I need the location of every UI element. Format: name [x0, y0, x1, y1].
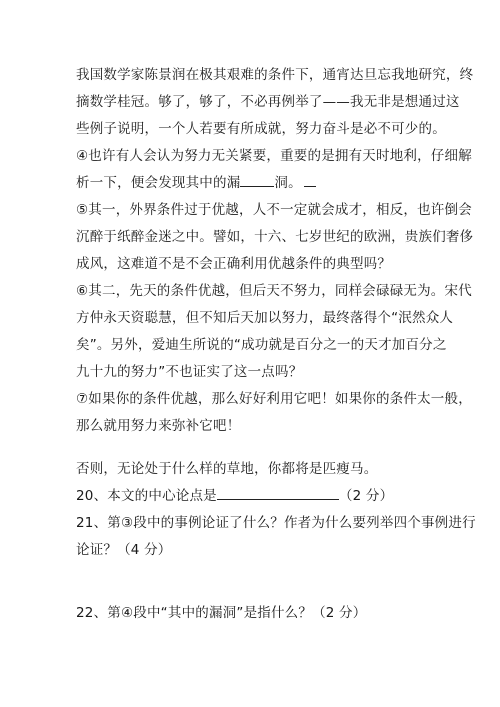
- paragraph-7-line: ⑦如果你的条件优越，那么好好利用它吧！如果你的条件太一般，: [76, 391, 472, 407]
- paragraph-text: 析一下，便会发现其中的漏: [76, 175, 241, 191]
- paragraph-6-line: ⑥其二，先天的条件优越，但后天不努力，同样会碌碌无为。宋代: [76, 283, 472, 299]
- answer-blank: [217, 487, 339, 500]
- paragraph-6-line: 矣”。另外，爱迪生所说的“成功就是百分之一的天才加百分之: [76, 337, 447, 353]
- paragraph-5-line: 沉醉于纸醉金迷之中。譬如，十六、七岁世纪的欧洲，贵族们奢侈: [76, 229, 474, 245]
- paragraph-6-line: 九十九的努力”不也证实了这一点吗？: [76, 364, 303, 380]
- conclusion-line: 否则，无论处于什么样的草地，你都将是匹瘦马。: [76, 461, 378, 477]
- fill-blank: [240, 174, 274, 187]
- fill-blank: [304, 174, 316, 187]
- question-21-continued: 论证？（4 分）: [76, 542, 172, 558]
- paragraph-line: 些例子说明，一个人若要有所成就，努力奋斗是必不可少的。: [76, 121, 446, 137]
- question-22: 22、第④段中“其中的漏洞”是指什么？（2 分）: [76, 605, 367, 621]
- paragraph-5-line: ⑤其一，外界条件过于优越，人不一定就会成才，相反，也许倒会: [76, 202, 472, 218]
- question-21: 21、第③段中的事例论证了什么？作者为什么要列举四个事例进行: [76, 515, 476, 531]
- paragraph-4-line: [76, 174, 316, 192]
- paragraph-text: 洞。: [274, 175, 302, 191]
- question-text: 20、本文的中心论点是: [76, 488, 217, 504]
- question-points: （2 分）: [338, 488, 394, 504]
- question-20: [76, 487, 393, 505]
- paragraph-7-line: 那么就用努力来弥补它吧！: [76, 418, 241, 434]
- paragraph-4-line: ④也许有人会认为努力无关紧要，重要的是拥有天时地利，仔细解: [76, 148, 472, 164]
- paragraph-line: 我国数学家陈景润在极其艰难的条件下，通宵达旦忘我地研究，终: [76, 67, 474, 83]
- paragraph-line: 摘数学桂冠。够了，够了，不必再例举了——我无非是想通过这: [76, 94, 460, 110]
- paragraph-5-line: 成风，这难道不是不会正确利用优越条件的典型吗？: [76, 256, 392, 272]
- paragraph-6-line: 方仲永天资聪慧，但不知后天加以努力，最终落得个“泯然众人: [76, 310, 454, 326]
